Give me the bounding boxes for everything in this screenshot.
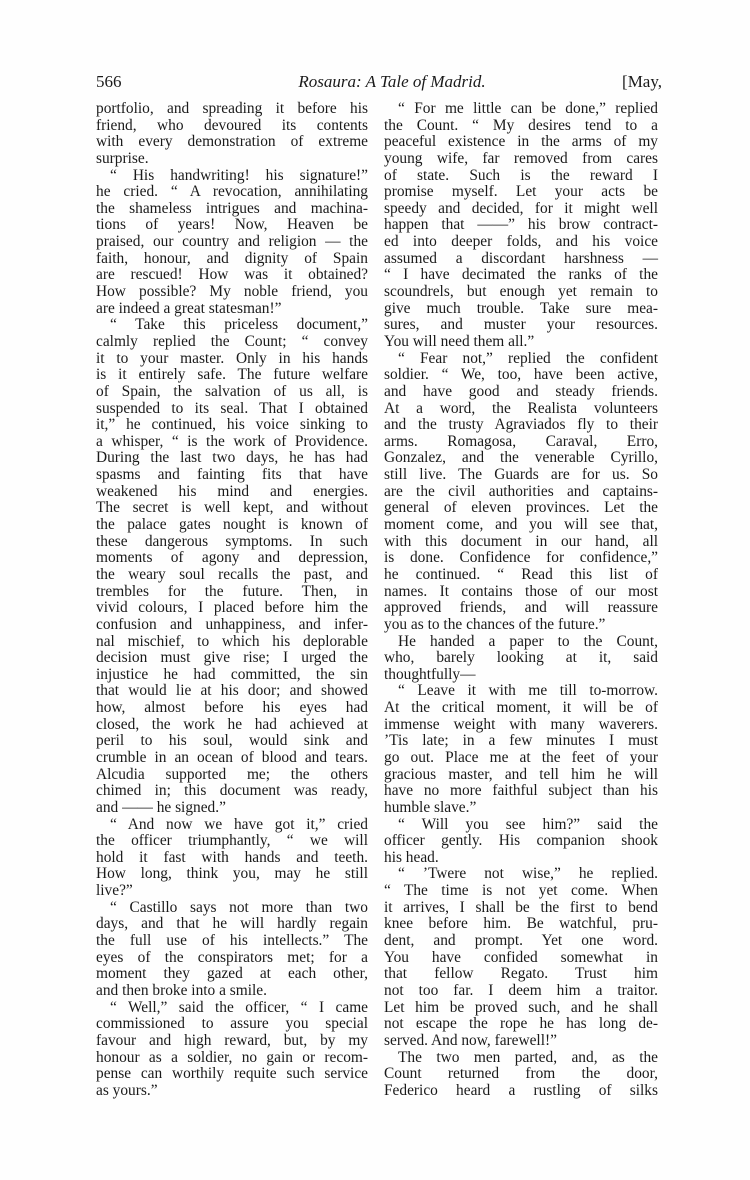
text-line: Federico heard a rustling of silks [384,1081,658,1099]
text-line: You will need them all.” [384,332,535,350]
text-line: go out. Place me at the feet of your [384,748,658,766]
text-line: decision must give rise; I urged the [96,649,368,667]
text-line: that would lie at his door; and showed [96,682,368,700]
text-line: are the civil authorities and captains- [384,482,658,500]
text-line: friend, who devoured its contents [96,116,368,134]
text-line: “ ’Twere not wise,” he replied. [398,865,658,883]
text-line: live?” [96,882,133,900]
text-line: “ Castillo says not more than two [110,898,368,916]
text-line: approved friends, and will reassure [384,599,658,617]
text-line: portfolio, and spreading it before his [96,100,368,117]
text-line: still live. The Guards are for us. So [384,466,658,484]
text-line: calmly replied the Count; “ convey [96,332,368,350]
text-line: pense can worthily requite such service [96,1065,368,1083]
text-line: Alcudia supported me; the others [96,765,368,783]
text-line: spasms and fainting fits that have [96,466,368,484]
text-line: a whisper, “ is the work of Providence. [96,432,368,450]
text-line: and have good and steady friends. [384,382,658,400]
text-line: The secret is well kept, and without [96,499,368,517]
text-line: not too far. I deem him a traitor. [384,981,658,999]
text-line: and the trusty Agraviados fly to their [384,416,658,434]
text-line: You have confided somewhat in [384,948,658,966]
text-line: How possible? My noble friend, you [96,283,368,301]
text-line: sures, and muster your resources. [384,316,658,334]
text-line: with every demonstration of extreme [96,133,368,151]
text-line: his head. [384,848,439,866]
text-line: “ His handwriting! his signature!” [110,166,368,184]
text-line: closed, the work he had achieved at [96,715,368,733]
text-line: days, and that he will hardly regain [96,915,368,933]
text-line: it arrives, I shall be the first to bend [384,898,658,916]
text-line: suspended to its seal. That I obtained [96,399,368,417]
text-line: “ Will you see him?” said the [398,815,658,833]
text-line: nal mischief, to which his deplorable [96,632,368,650]
page-header [96,72,662,94]
text-line: as yours.” [96,1081,158,1099]
text-line: The two men parted, and, as the [398,1048,658,1066]
text-line: Let him be proved such, and he shall [384,998,658,1016]
text-line: served. And now, farewell!” [384,1031,557,1049]
text-line: are rescued! How was it obtained? [96,266,368,284]
running-title: Rosaura: A Tale of Madrid. [298,72,486,91]
text-line: confusion and unhappiness, and infer- [96,615,368,633]
text-line: and then broke into a smile. [96,981,267,999]
text-line: At a word, the Realista volunteers [384,399,658,417]
text-line: “ The time is not yet come. When [384,882,658,900]
text-line: humble slave.” [384,798,477,816]
text-line: moment come, and you will see that, [384,516,658,534]
text-line: moments of agony and depression, [96,549,368,567]
text-line: “ And now we have got it,” cried [110,815,368,833]
text-line: “ For me little can be done,” replied [398,100,658,117]
text-line: “ I have decimated the ranks of the [384,266,658,284]
text-line: eyes of the conspirators met; for a [96,948,368,966]
text-line: with this document in our hand, all [384,532,658,550]
text-line: the Count. “ My desires tend to a [384,116,658,134]
text-line: faith, honour, and dignity of Spain [96,249,368,267]
text-line: trembles for the future. Then, in [96,582,368,600]
text-line: surprise. [96,149,149,167]
text-line: it to your master. Only in his hands [96,349,368,367]
text-line: that fellow Regato. Trust him [384,965,658,983]
text-line: general of eleven provinces. Let the [384,499,658,517]
text-line: the full use of his intellects.” The [96,932,368,950]
issue-month: [May, [622,72,662,91]
text-line: How long, think you, may he still [96,865,368,883]
text-line: praised, our country and religion — the [96,233,368,251]
text-line: promise myself. Let your acts be [384,183,658,201]
text-line: he cried. “ A revocation, annihilating [96,183,368,201]
text-line: peaceful existence in the arms of my [384,133,658,151]
left-column [96,101,368,1099]
page-number: 566 [96,72,122,91]
text-line: how, almost before his eyes had [96,699,368,717]
text-line: these dangerous symptoms. In such [96,532,368,550]
text-line: hold it fast with hands and teeth. [96,848,368,866]
text-line: crumble in an ocean of blood and tears. [96,748,368,766]
text-line: “ Leave it with me till to-morrow. [398,682,658,700]
text-line: “ Fear not,” replied the confident [398,349,658,367]
right-column [384,101,658,1099]
text-line: commissioned to assure you special [96,1015,368,1033]
text-line: tions of years! Now, Heaven be [96,216,368,234]
text-line: injustice he had committed, the sin [96,665,368,683]
text-line: give much trouble. Take sure mea- [384,299,658,317]
text-line: officer gently. His companion shook [384,832,658,850]
text-line: you as to the chances of the future.” [384,615,606,633]
text-line: not escape the rope he has long de- [384,1015,658,1033]
text-line: have no more faithful subject than his [384,782,658,800]
text-line: young wife, far removed from cares [384,149,658,167]
text-line: moment they gazed at each other, [96,965,368,983]
text-line: Gonzalez, and the venerable Cyrillo, [384,449,658,467]
text-line: it,” he continued, his voice sinking to [96,416,368,434]
text-line: “ Well,” said the officer, “ I came [110,998,368,1016]
text-line: favour and high reward, but, by my [96,1031,368,1049]
text-line: the palace gates nought is known of [96,516,368,534]
text-line: “ Take this priceless document,” [110,316,368,334]
text-line: gracious master, and tell him he will [384,765,658,783]
text-line: is done. Confidence for confidence,” [384,549,658,567]
text-line: During the last two days, he has had [96,449,368,467]
text-line: the officer triumphantly, “ we will [96,832,368,850]
text-line: vivid colours, I placed before him the [96,599,368,617]
text-line: ed into deeper folds, and his voice [384,233,658,251]
text-line: of state. Such is the reward I [384,166,658,184]
text-line: dent, and prompt. Yet one word. [384,932,658,950]
text-line: scoundrels, but enough yet remain to [384,283,658,301]
text-line: peril to his soul, would sink and [96,732,368,750]
text-line: happen that ——” his brow contract- [384,216,658,234]
text-line: of Spain, the salvation of us all, is [96,382,368,400]
text-line: names. It contains those of our most [384,582,658,600]
text-line: He handed a paper to the Count, [398,632,658,650]
text-line: arms. Romagosa, Caraval, Erro, [384,432,658,450]
text-line: Count returned from the door, [384,1065,658,1083]
text-line: knee before him. Be watchful, pru- [384,915,658,933]
text-line: the weary soul recalls the past, and [96,565,368,583]
text-line: soldier. “ We, too, have been active, [384,366,658,384]
text-line: and —— he signed.” [96,798,226,816]
text-line: chimed in; this document was ready, [96,782,368,800]
text-line: assumed a discordant harshness — [384,249,658,267]
text-line: weakened his mind and energies. [96,482,368,500]
text-line: thoughtfully— [384,665,476,683]
text-line: who, barely looking at it, said [384,649,658,667]
text-line: is it entirely safe. The future welfare [96,366,368,384]
text-line: ’Tis late; in a few minutes I must [384,732,658,750]
text-line: honour as a soldier, no gain or recom- [96,1048,368,1066]
text-line: he continued. “ Read this list of [384,565,658,583]
text-line: are indeed a great statesman!” [96,299,282,317]
text-line: the shameless intrigues and machina- [96,199,368,217]
text-line: At the critical moment, it will be of [384,699,658,717]
text-line: speedy and decided, for it might well [384,199,658,217]
text-line: immense weight with many waverers. [384,715,658,733]
